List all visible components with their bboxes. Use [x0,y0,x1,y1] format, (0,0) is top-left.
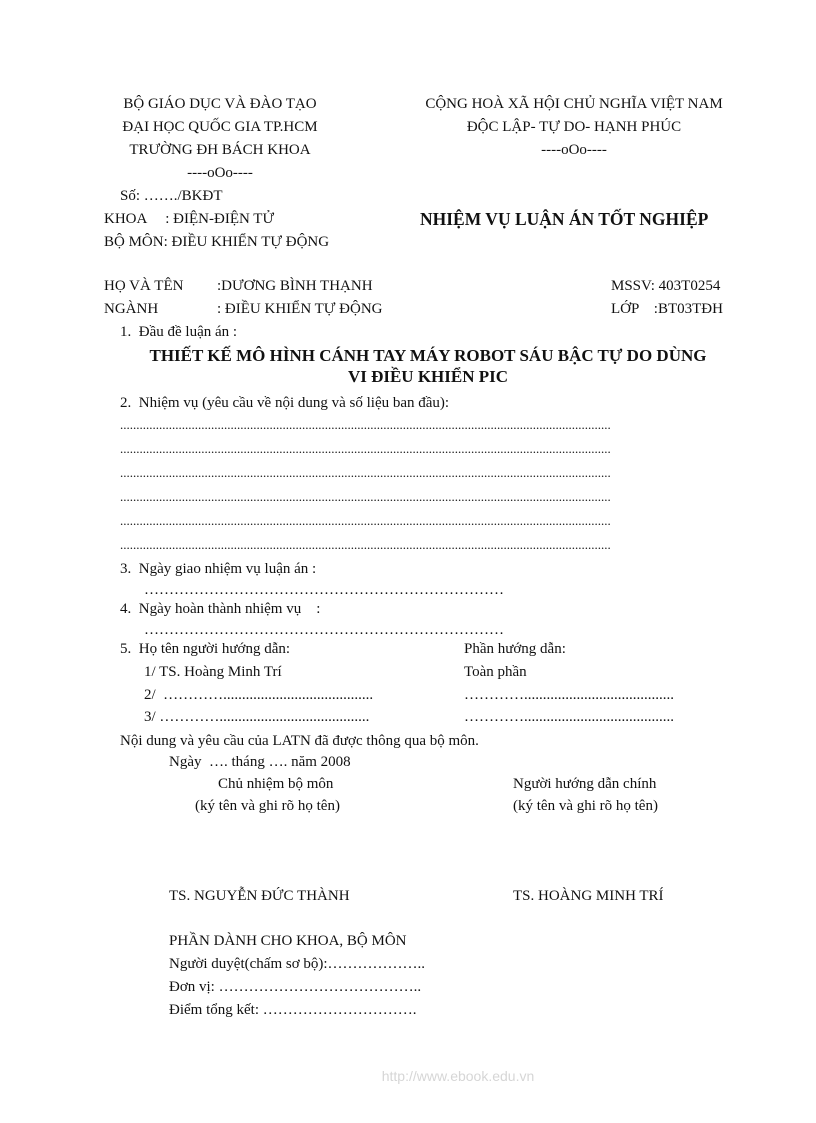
task-dotted-line: ....................................................................................................................................................... [120,490,611,503]
task-dotted-line: ....................................................................................................................................................... [120,466,611,479]
main-advisor-role: Người hướng dẫn chính [513,776,657,792]
finish-date-value: ……………………………………………………………… [144,622,504,638]
class-id: LỚP :BT03TĐH [611,301,723,317]
ministry-name: BỘ GIÁO DỤC VÀ ĐÀO TẠO [123,96,317,112]
page-title: NHIỆM VỤ LUẬN ÁN TỐT NGHIỆP [420,209,709,229]
major-value: : ĐIỀU KHIỂN TỰ ĐỘNG [217,301,383,317]
task-dotted-line: ....................................................................................................................................................... [120,418,611,431]
approval-date: Ngày …. tháng …. năm 2008 [169,754,351,770]
department-head-role: Chủ nhiệm bộ môn [218,776,334,792]
advisor-2: 2/ …………........................................ [144,687,374,703]
school-name: TRƯỜNG ĐH BÁCH KHOA [129,142,311,158]
main-advisor-name: TS. HOÀNG MINH TRÍ [513,888,664,904]
student-name-value: :DƯƠNG BÌNH THẠNH [217,278,373,294]
student-id: MSSV: 403T0254 [611,278,721,294]
advisor-3: 3/ …………........................................ [144,709,370,725]
task-dotted-line: ....................................................................................................................................................... [120,514,611,527]
university-name: ĐẠI HỌC QUỐC GIA TP.HCM [122,119,318,135]
topic-title-line-2: VI ĐIỀU KHIỂN PIC [347,367,509,386]
main-advisor-sign-hint: (ký tên và ghi rõ họ tên) [513,798,658,814]
assign-date-label: 3. Ngày giao nhiệm vụ luận án : [120,561,317,577]
right-separator: ----oOo---- [541,142,607,158]
finish-date-label: 4. Ngày hoàn thành nhiệm vụ : [120,601,321,617]
faculty-line: KHOA : ĐIỆN-ĐIỆN TỬ [104,211,275,227]
major-label: NGÀNH [104,301,159,317]
department-line: BỘ MÔN: ĐIỀU KHIỂN TỰ ĐỘNG [104,234,330,250]
student-name-label: HỌ VÀ TÊN [104,278,184,294]
department-head-name: TS. NGUYỄN ĐỨC THÀNH [169,888,350,904]
task-label: 2. Nhiệm vụ (yêu cầu về nội dung và số liệu ban đầu): [120,395,450,411]
document-number: Số: ……./BKĐT [120,188,223,204]
watermark-url: http://www.ebook.edu.vn [381,1068,535,1084]
advisor-3-part: …………........................................ [464,709,674,725]
advisor-1-part: Toàn phần [464,664,527,680]
task-dotted-line: ....................................................................................................................................................... [120,538,611,551]
reviewer-line: Người duyệt(chấm sơ bộ):……………….. [169,956,426,972]
approval-note: Nội dung và yêu cầu của LATN đã được thông qua bộ môn. [120,733,479,749]
advisors-label: 5. Họ tên người hướng dẫn: [120,641,291,657]
country-name: CỘNG HOÀ XÃ HỘI CHỦ NGHĨA VIỆT NAM [425,96,723,112]
topic-title-line-1: THIẾT KẾ MÔ HÌNH CÁNH TAY MÁY ROBOT SÁU BẬC TỰ DO DÙNG [149,346,707,365]
department-head-sign-hint: (ký tên và ghi rõ họ tên) [195,798,340,814]
total-score-line: Điểm tổng kết: …………………………. [169,1002,417,1018]
guidance-part-label: Phần hướng dẫn: [464,641,566,657]
faculty-section-heading: PHẦN DÀNH CHO KHOA, BỘ MÔN [169,933,407,949]
task-dotted-line: ....................................................................................................................................................... [120,442,611,455]
unit-line: Đơn vị: ………………………………….. [169,979,422,995]
advisor-1: 1/ TS. Hoàng Minh Trí [144,664,282,680]
advisor-2-part: …………........................................ [464,687,674,703]
left-separator: ----oOo---- [187,165,253,181]
topic-label: 1. Đầu đề luận án : [120,324,238,340]
assign-date-value: ……………………………………………………………… [144,582,504,598]
national-motto: ĐỘC LẬP- TỰ DO- HẠNH PHÚC [466,119,682,135]
